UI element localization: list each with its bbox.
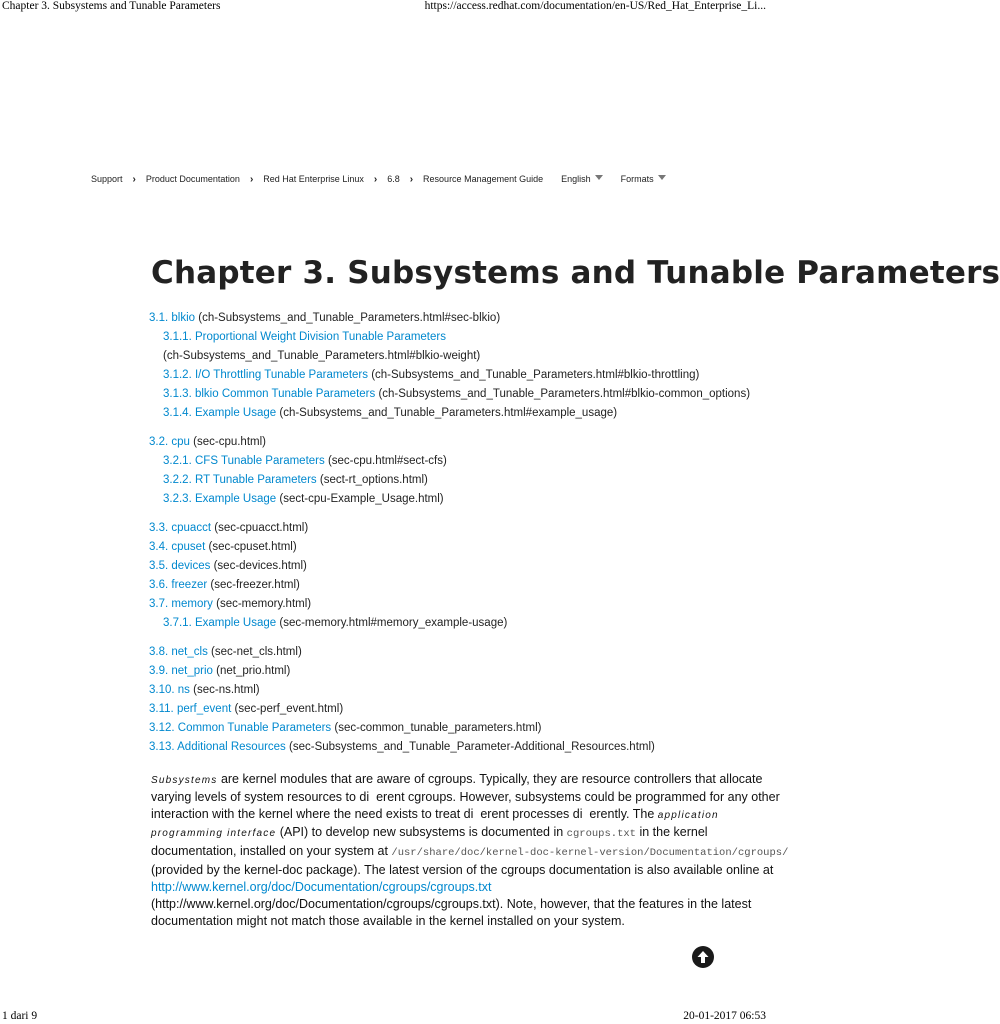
toc-item: 3.12. Common Tunable Parameters (sec-common_tunable_parameters.html) <box>149 722 542 734</box>
chevron-right-icon: › <box>409 173 414 185</box>
toc-item: 3.5. devices (sec-devices.html) <box>149 560 307 572</box>
table-of-contents <box>151 309 768 757</box>
toc-item: 3.9. net_prio (net_prio.html) <box>149 665 291 677</box>
toc-link[interactable]: 3.10. ns <box>149 684 190 696</box>
toc-link[interactable]: 3.1.4. Example Usage <box>163 407 277 419</box>
breadcrumb-version[interactable]: 6.8 <box>387 174 400 184</box>
toc-link[interactable]: 3.3. cpuacct <box>149 522 212 534</box>
page-title-text: Chapter 3. Subsystems and Tunable Parameters <box>151 255 1000 291</box>
toc-item: 3.7.1. Example Usage (sec-memory.html#memory_example-usage) <box>163 617 508 629</box>
term-subsystems: Subsystems <box>151 775 218 786</box>
toc-link[interactable]: 3.7.1. Example Usage <box>163 617 277 629</box>
toc-link[interactable]: 3.11. perf_event <box>149 703 232 715</box>
page-number: 1 dari 9 <box>2 1010 38 1022</box>
toc-item: 3.10. ns (sec-ns.html) <box>149 684 260 696</box>
arrow-up-circle-icon <box>692 946 714 968</box>
file-path: /usr/share/doc/kernel-doc-kernel-version/Documentation/cgroups/ <box>391 847 789 859</box>
print-footer <box>0 1008 768 1024</box>
toc-item: 3.1. blkio (ch-Subsystems_and_Tunable_Parameters.html#sec-blkio) <box>149 312 501 324</box>
caret-down-icon <box>658 175 666 180</box>
toc-link[interactable]: 3.6. freezer <box>149 579 208 591</box>
toc-link[interactable]: 3.1. blkio <box>149 312 196 324</box>
chevron-right-icon: › <box>373 173 378 185</box>
toc-item: 3.1.1. Proportional Weight Division Tunable Parameters (ch-Subsystems_and_Tunable_Parameters.html#blkio-weight) <box>163 331 481 362</box>
toc-link[interactable]: 3.1.2. I/O Throttling Tunable Parameters <box>163 369 368 381</box>
toc-link[interactable]: 3.8. net_cls <box>149 646 208 658</box>
chevron-right-icon: › <box>249 173 254 185</box>
breadcrumb-rhel[interactable]: Red Hat Enterprise Linux <box>263 174 364 184</box>
breadcrumb-guide[interactable]: Resource Management Guide <box>423 174 544 184</box>
print-header-title: Chapter 3. Subsystems and Tunable Parameters <box>2 0 221 12</box>
toc-item: 3.6. freezer (sec-freezer.html) <box>149 579 300 591</box>
language-menu-label: English <box>561 174 591 184</box>
toc-item: 3.3. cpuacct (sec-cpuacct.html) <box>149 522 309 534</box>
toc-link[interactable]: 3.5. devices <box>149 560 211 572</box>
breadcrumb-product-documentation[interactable]: Product Documentation <box>145 174 240 184</box>
toc-link[interactable]: 3.7. memory <box>149 598 213 610</box>
toc-item: 3.2.2. RT Tunable Parameters (sect-rt_options.html) <box>163 474 428 486</box>
toc-link[interactable]: 3.9. net_prio <box>149 665 213 677</box>
toc-link[interactable]: 3.2.1. CFS Tunable Parameters <box>163 455 325 467</box>
chevron-right-icon: › <box>132 173 136 185</box>
toc-item: 3.2.1. CFS Tunable Parameters (sec-cpu.html#sect-cfs) <box>163 455 447 467</box>
toc-link[interactable]: 3.13. Additional Resources <box>149 741 286 753</box>
toc-link[interactable]: 3.2.2. RT Tunable Parameters <box>163 474 317 486</box>
toc-item: 3.11. perf_event (sec-perf_event.html) <box>149 703 344 715</box>
language-menu[interactable] <box>561 174 603 184</box>
toc-item: 3.2.3. Example Usage (sect-cpu-Example_Usage.html) <box>163 493 444 505</box>
formats-menu-label: Formats <box>620 174 654 184</box>
print-header-url: https://access.redhat.com/documentation/en-US/Red_Hat_Enterprise_Li... <box>424 0 766 12</box>
toc-item: 3.8. net_cls (sec-net_cls.html) <box>149 646 302 658</box>
toc-item: 3.1.2. I/O Throttling Tunable Parameters (ch-Subsystems_and_Tunable_Parameters.html#blkio-throttling) <box>163 369 700 381</box>
toc-link[interactable]: 3.4. cpuset <box>149 541 206 553</box>
toc-link[interactable]: 3.1.1. Proportional Weight Division Tunable Parameters <box>163 331 446 343</box>
online-docs-link[interactable]: http://www.kernel.org/doc/Documentation/cgroups/cgroups.txt <box>151 880 492 894</box>
intro-paragraph: Subsystems are kernel modules that are aware of cgroups. Typically, they are resource controllers that allocate varying levels of system resources to di erent cgroups. However, subsystems could be programmed for any other interaction with the kernel where the need exists to treat di erent processes di erently. The application programming interface (API) to develop new subsystems is documented in cgroups.txt in the kernel documentation, installed on your system at /usr/share/doc/kernel-doc-kernel-version/Documentation/cgroups/ (provided by the kernel-doc package). The latest version of the cgroups documentation is also available online at http://www.kernel.org/doc/Documentation/cgroups/cgroups.txt (http://www.kernel.org/doc/Documentation/cgroups/cgroups.txt). Note, however, that the features in the latest documentation might not match those available in the kernel installed on your system. <box>151 772 789 928</box>
toc-link[interactable]: 3.2. cpu <box>149 436 190 448</box>
print-datetime: 20-01-2017 06:53 <box>683 1010 766 1022</box>
toc-item: 3.13. Additional Resources (sec-Subsystems_and_Tunable_Parameter-Additional_Resources.html) <box>149 741 655 753</box>
breadcrumb-support[interactable]: Support <box>91 174 123 184</box>
toc-link[interactable]: 3.1.3. blkio Common Tunable Parameters <box>163 388 376 400</box>
formats-menu[interactable] <box>621 174 666 184</box>
main-content <box>149 253 1000 983</box>
toc-link[interactable]: 3.12. Common Tunable Parameters <box>149 722 332 734</box>
print-header <box>0 0 768 14</box>
breadcrumb <box>91 171 738 187</box>
toc-item: 3.1.4. Example Usage (ch-Subsystems_and_Tunable_Parameters.html#example_usage) <box>163 407 618 419</box>
term-api: application programming interface <box>151 810 719 839</box>
toc-item: 3.4. cpuset (sec-cpuset.html) <box>149 541 297 553</box>
page-title <box>151 253 1000 293</box>
scroll-to-top-button[interactable] <box>692 946 714 968</box>
file-name: cgroups.txt <box>566 828 636 840</box>
toc-link[interactable]: 3.2.3. Example Usage <box>163 493 277 505</box>
toc-item: 3.2. cpu (sec-cpu.html) <box>149 436 266 448</box>
toc-item: 3.7. memory (sec-memory.html) <box>149 598 312 610</box>
caret-down-icon <box>595 175 603 180</box>
toc-item: 3.1.3. blkio Common Tunable Parameters (ch-Subsystems_and_Tunable_Parameters.html#blkio-common_options) <box>163 388 751 400</box>
